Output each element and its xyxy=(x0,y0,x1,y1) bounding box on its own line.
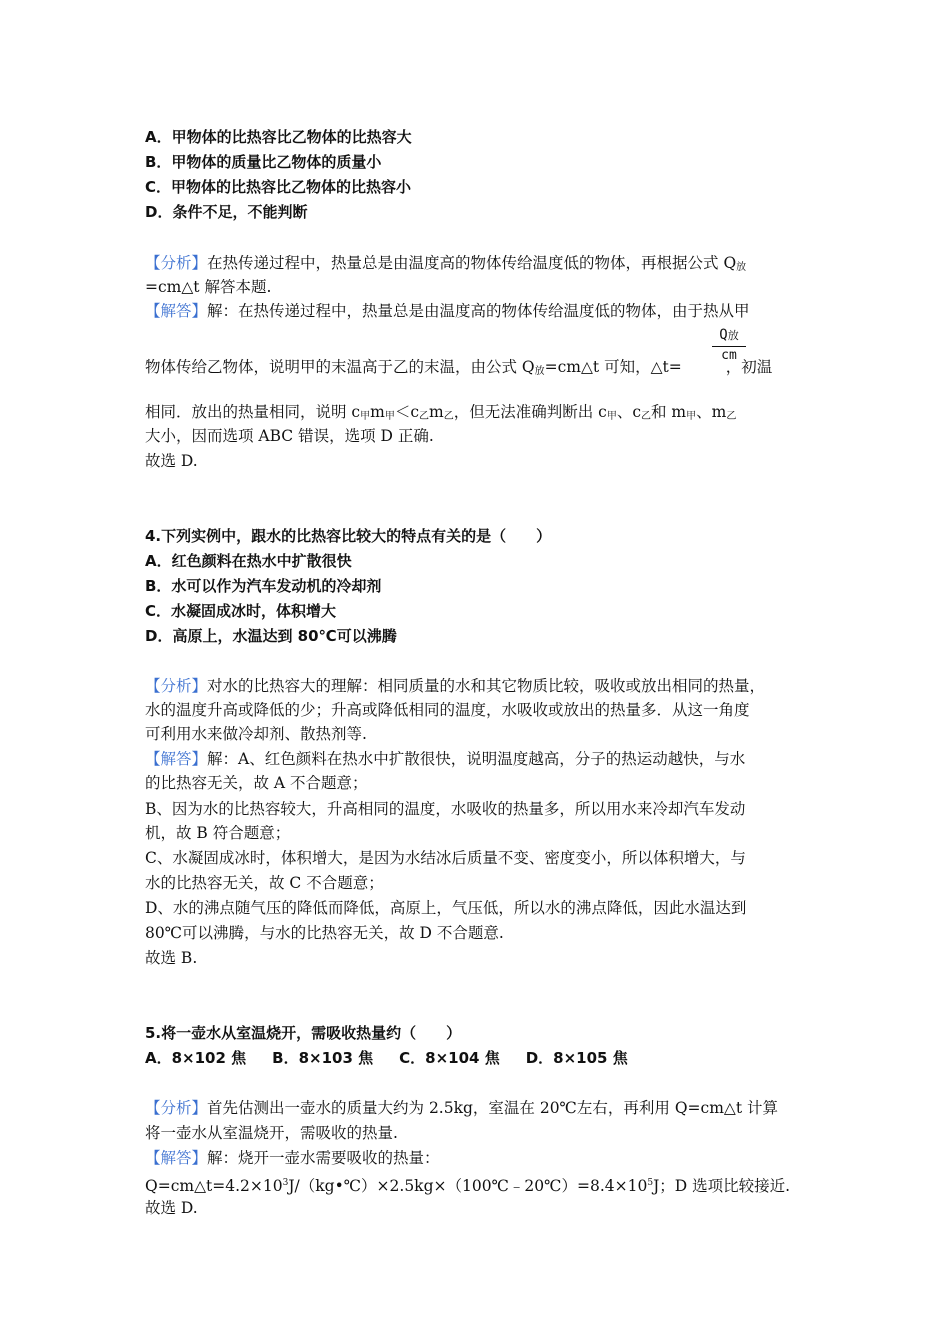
q3-answer-text-2c: ，初温 xyxy=(725,358,773,376)
q4-option-d: D．高原上，水温达到 80℃可以沸腾 xyxy=(145,627,397,645)
q5-calc-c: J；D 选项比较接近. xyxy=(653,1177,791,1195)
fraction-denominator: cm xyxy=(721,348,737,363)
q3-analysis-sub: 放 xyxy=(736,262,747,273)
q4-answer-text-1: 解：A、红色颜料在热水中扩散很快，说明温度越高，分子的热运动越快，与水 xyxy=(207,750,746,768)
q3-answer-text-3b: m xyxy=(370,403,385,421)
q3-answer-text-3e: ，但无法准确判断出 c xyxy=(453,403,607,421)
q3-answer-text-3f: 、c xyxy=(616,403,641,421)
q5-calc-exp-2: 5 xyxy=(647,1178,654,1188)
q4-analysis-tag: 【分析】 xyxy=(145,677,208,695)
q3-option-b: B．甲物体的质量比乙物体的质量小 xyxy=(145,153,382,171)
fraction-numerator xyxy=(712,326,746,345)
q5-options xyxy=(145,1047,654,1069)
q4-answer-line-1 xyxy=(145,748,745,770)
q5-question: 5.将一壶水从室温烧开，需吸收热量约（ ） xyxy=(145,1024,462,1042)
q4-answer-text-6: 水的比热容无关，故 C 不合题意； xyxy=(145,874,384,892)
q3-answer-text-2a: 物体传给乙物体，说明甲的末温高于乙的末温，由公式 Q xyxy=(145,358,535,376)
q3-answer-text-1: 解：在热传递过程中，热量总是由温度高的物体传给温度低的物体，由于热从甲 xyxy=(207,302,750,320)
fraction-numerator-q: Q xyxy=(719,327,728,343)
q5-answer-text-3: 故选 D. xyxy=(145,1199,198,1217)
q3-answer-tag: 【解答】 xyxy=(145,302,208,320)
q3-option-d: D．条件不足，不能判断 xyxy=(145,203,308,221)
q5-analysis-text-2: 将一壶水从室温烧开，需吸收的热量. xyxy=(145,1124,398,1142)
fraction-bar xyxy=(712,346,746,347)
q5-answer-tag: 【解答】 xyxy=(145,1149,208,1167)
q3-answer-text-3a: 相同．放出的热量相同，说明 c xyxy=(145,403,361,421)
q3-answer-text-2b: =cm△t 可知，△t= xyxy=(544,358,682,376)
q3-analysis-tag: 【分析】 xyxy=(145,254,208,272)
fraction-numerator-sub: 放 xyxy=(727,329,739,342)
q3-analysis-text-1: 在热传递过程中，热量总是由温度高的物体传给温度低的物体，再根据公式 Q xyxy=(207,254,737,272)
q4-question: 4.下列实例中，跟水的比热容比较大的特点有关的是（ ） xyxy=(145,527,552,545)
delta-t-fraction xyxy=(712,326,746,364)
sub-jia-3: 甲 xyxy=(606,411,617,422)
q5-option-c: C．8×104 焦 xyxy=(399,1049,500,1067)
q5-option-b: B．8×103 焦 xyxy=(272,1049,374,1067)
sub-jia-2: 甲 xyxy=(384,411,395,422)
sub-yi-1: 乙 xyxy=(419,411,429,422)
q5-calc-a: Q=cm△t=4.2×10 xyxy=(145,1177,283,1195)
q5-answer-line-1 xyxy=(145,1147,440,1169)
q4-option-b: B．水可以作为汽车发动机的冷却剂 xyxy=(145,577,382,595)
sub-jia-1: 甲 xyxy=(360,411,371,422)
q3-answer-sub-fang: 放 xyxy=(534,366,545,377)
q4-answer-text-2: 的比热容无关，故 A 不合题意； xyxy=(145,774,368,792)
q5-analysis-text-1: 首先估测出一壶水的质量大约为 2.5kg，室温在 20℃左右，再利用 Q=cm△t 计算 xyxy=(207,1099,778,1117)
q4-option-c: C．水凝固成冰时，体积增大 xyxy=(145,602,337,620)
q5-analysis-tag: 【分析】 xyxy=(145,1099,208,1117)
q3-answer-line-3 xyxy=(145,401,736,428)
q4-answer-tag: 【解答】 xyxy=(145,750,208,768)
q5-calc-b: J/（kg•℃）×2.5kg×（100℃﹣20℃）=8.4×10 xyxy=(288,1177,648,1195)
sub-yi-3: 乙 xyxy=(641,411,651,422)
q4-answer-text-7: D、水的沸点随气压的降低而降低，高原上，气压低，所以水的沸点降低，因此水温达到 xyxy=(145,899,747,917)
sub-yi-2: 乙 xyxy=(443,411,454,422)
q3-answer-line-1 xyxy=(145,300,750,322)
q3-answer-text-4: 大小，因而选项 ABC 错误，选项 D 正确. xyxy=(145,427,434,445)
q5-answer-text-1: 解：烧开一壶水需要吸收的热量： xyxy=(207,1149,440,1167)
q3-analysis-text-2: =cm△t 解答本题. xyxy=(145,278,272,296)
q5-calc-exp-1: 3 xyxy=(282,1178,289,1188)
q5-calculation xyxy=(145,1172,790,1197)
sub-yi-4: 乙 xyxy=(726,411,737,422)
q4-answer-text-8: 80℃可以沸腾，与水的比热容无关，故 D 不合题意. xyxy=(145,924,504,942)
q3-analysis-line xyxy=(145,252,746,279)
q3-answer-text-3d: m xyxy=(429,403,444,421)
q5-option-a: A．8×102 焦 xyxy=(145,1049,247,1067)
q3-answer-text-5: 故选 D. xyxy=(145,452,198,470)
q3-option-a: A．甲物体的比热容比乙物体的比热容大 xyxy=(145,128,412,146)
q4-analysis-text-3: 可利用水来做冷却剂、散热剂等. xyxy=(145,725,367,743)
sub-jia-4: 甲 xyxy=(686,411,697,422)
q3-option-c: C．甲物体的比热容比乙物体的比热容小 xyxy=(145,178,412,196)
q3-answer-line-2 xyxy=(145,356,772,383)
q4-analysis-text-2: 水的温度升高或降低的少；升高或降低相同的温度，水吸收或放出的热量多．从这一角度 xyxy=(145,701,750,719)
q3-answer-text-3c: ＜c xyxy=(394,403,419,421)
q4-answer-text-4: 机，故 B 符合题意； xyxy=(145,824,291,842)
q5-analysis-line-1 xyxy=(145,1097,778,1119)
q5-option-d: D．8×105 焦 xyxy=(525,1049,628,1067)
q4-answer-text-9: 故选 B. xyxy=(145,949,198,967)
q4-analysis-text-1: 对水的比热容大的理解：相同质量的水和其它物质比较，吸收或放出相同的热量， xyxy=(207,677,766,695)
q3-answer-text-3g: 和 m xyxy=(651,403,687,421)
q4-answer-text-3: B、因为水的比热容较大，升高相同的温度，水吸收的热量多，所以用水来冷却汽车发动 xyxy=(145,800,746,818)
q4-option-a: A．红色颜料在热水中扩散很快 xyxy=(145,552,352,570)
q4-answer-text-5: C、水凝固成冰时，体积增大，是因为水结冰后质量不变、密度变小，所以体积增大，与 xyxy=(145,849,746,867)
q3-answer-text-3h: 、m xyxy=(696,403,727,421)
q4-analysis-line-1 xyxy=(145,675,765,697)
